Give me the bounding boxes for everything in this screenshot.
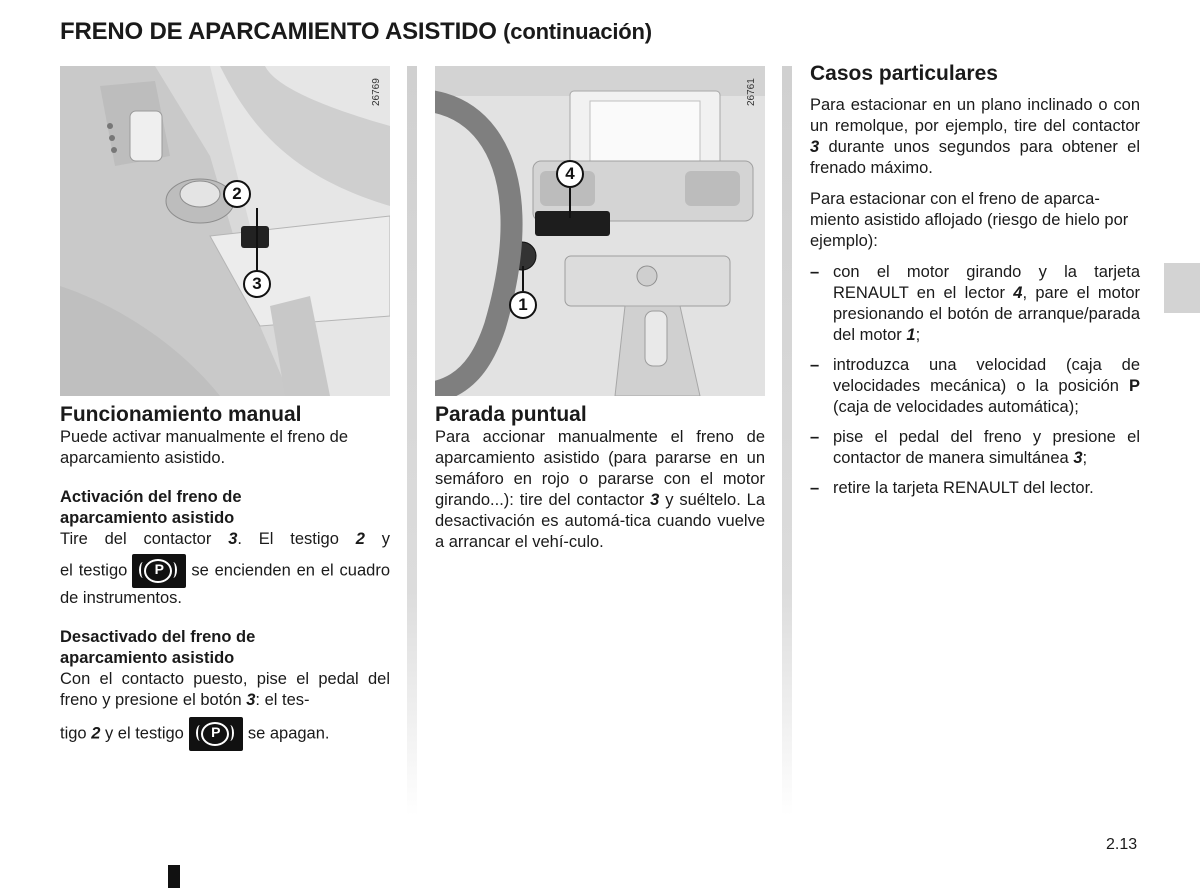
column-divider-1 — [407, 66, 417, 816]
paragraph-deactivation — [60, 669, 390, 711]
callout-leader-line — [522, 266, 524, 291]
column-divider-2 — [782, 66, 792, 816]
text: ; — [915, 326, 921, 344]
ref-number: 3 — [1073, 449, 1083, 467]
column-temporary-stop — [435, 403, 765, 553]
text: introduzca una velocidad (caja de velocidades mecánica) o la posición — [833, 356, 1140, 395]
callout-leader-line — [569, 188, 571, 218]
section-heading-temporary-stop: Parada puntual — [435, 403, 587, 426]
subheading-line: aparcamiento asistido — [60, 509, 235, 527]
title-main: FRENO DE APARCAMIENTO ASISTIDO — [60, 18, 497, 45]
subheading-activation — [60, 487, 390, 529]
text: tigo — [60, 724, 92, 743]
page-title — [60, 18, 652, 46]
callout-4: 4 — [556, 160, 584, 188]
text: retire la tarjeta RENAULT del lector. — [833, 479, 1094, 497]
paragraph-temporary-stop — [435, 427, 765, 553]
paragraph-intro: Puede activar manualmente el freno de aparcamiento asistido. — [60, 428, 349, 467]
list-item — [810, 427, 1140, 469]
callout-1: 1 — [509, 291, 537, 319]
paragraph-special-2: Para estacionar con el freno de aparca-miento asistido aflojado (riesgo de hielo por ejemplo): — [810, 190, 1129, 250]
column-manual-operation — [60, 403, 390, 751]
text: Tire del contactor — [60, 530, 229, 548]
paragraph-activation — [60, 529, 390, 550]
parking-brake-warning-icon — [132, 554, 186, 588]
list-item — [810, 262, 1140, 346]
page-number: 2.13 — [1106, 836, 1138, 853]
text: Para accionar manualmente el freno de aparcamiento asistido (para pararse en un semáforo en rojo o pararse con el motor girando...): tire del contactor — [435, 428, 765, 509]
figure-center-console — [60, 66, 390, 396]
parking-brake-warning-icon — [189, 717, 243, 751]
text: , pare el motor presionando el botón de arranque/parada del motor — [833, 284, 1140, 344]
ref-number: 3 — [228, 530, 238, 548]
figure-number: 26769 — [371, 78, 382, 106]
text: y — [364, 530, 390, 548]
ref-number: 2 — [91, 724, 101, 743]
ref-number: 2 — [355, 530, 365, 548]
ref-number: 3 — [246, 691, 256, 709]
text: el testigo — [60, 561, 128, 580]
text: Para estacionar en un plano inclinado o con un remolque, por ejemplo, tire del contactor — [810, 96, 1140, 135]
subheading-line: Activación del freno de — [60, 488, 242, 506]
text: se apagan. — [247, 724, 330, 743]
ref-number: 3 — [650, 491, 660, 509]
text: Con el contacto puesto, pise el pedal del freno y presione el botón — [60, 670, 390, 709]
subheading-line: Desactivado del freno de — [60, 628, 256, 646]
subheading-deactivation — [60, 627, 390, 669]
callout-3: 3 — [243, 270, 271, 298]
text: y el testigo — [100, 724, 184, 743]
section-thumb-tab — [1164, 263, 1200, 313]
paragraph-special-1 — [810, 95, 1140, 179]
subheading-line: aparcamiento asistido — [60, 649, 235, 667]
warning-light-label: P — [211, 724, 221, 740]
figure-number: 26761 — [746, 78, 757, 106]
gear-position-p: P — [1128, 377, 1140, 395]
section-heading-manual: Funcionamiento manual — [60, 403, 302, 426]
warning-light-label: P — [154, 561, 164, 577]
ref-number: 1 — [906, 326, 916, 344]
list-item — [810, 478, 1140, 499]
text: : el tes- — [255, 691, 310, 709]
callout-2: 2 — [223, 180, 251, 208]
text: con el motor girando y la tarjeta RENAULT en el lector — [833, 263, 1140, 302]
text: y suéltelo. La desactivación es automá-tica cuando vuelve a arrancar el vehí-culo. — [435, 491, 765, 551]
crop-mark — [168, 865, 180, 888]
paragraph-deactivation-cont — [60, 717, 390, 751]
center-console-illustration — [60, 66, 390, 396]
column-special-cases — [810, 62, 1140, 508]
text: durante unos segundos para obtener el frenado máximo. — [810, 138, 1140, 177]
text: se encienden en el cuadro de instrumentos. — [60, 561, 391, 607]
text: (caja de velocidades automática); — [833, 398, 1079, 416]
list-item — [810, 355, 1140, 418]
section-heading-special-cases: Casos particulares — [810, 62, 998, 85]
text: pise el pedal del freno y presione el contactor de manera simultánea — [833, 428, 1140, 467]
title-subtitle: (continuación) — [503, 19, 652, 44]
ref-number: 4 — [1013, 284, 1023, 302]
ref-number: 3 — [810, 138, 820, 156]
paragraph-activation-cont — [60, 554, 390, 609]
figure-dashboard — [435, 66, 765, 396]
text: ; — [1082, 449, 1088, 467]
special-cases-list — [810, 262, 1140, 499]
dashboard-illustration — [435, 66, 765, 396]
text: . El testigo — [237, 530, 356, 548]
